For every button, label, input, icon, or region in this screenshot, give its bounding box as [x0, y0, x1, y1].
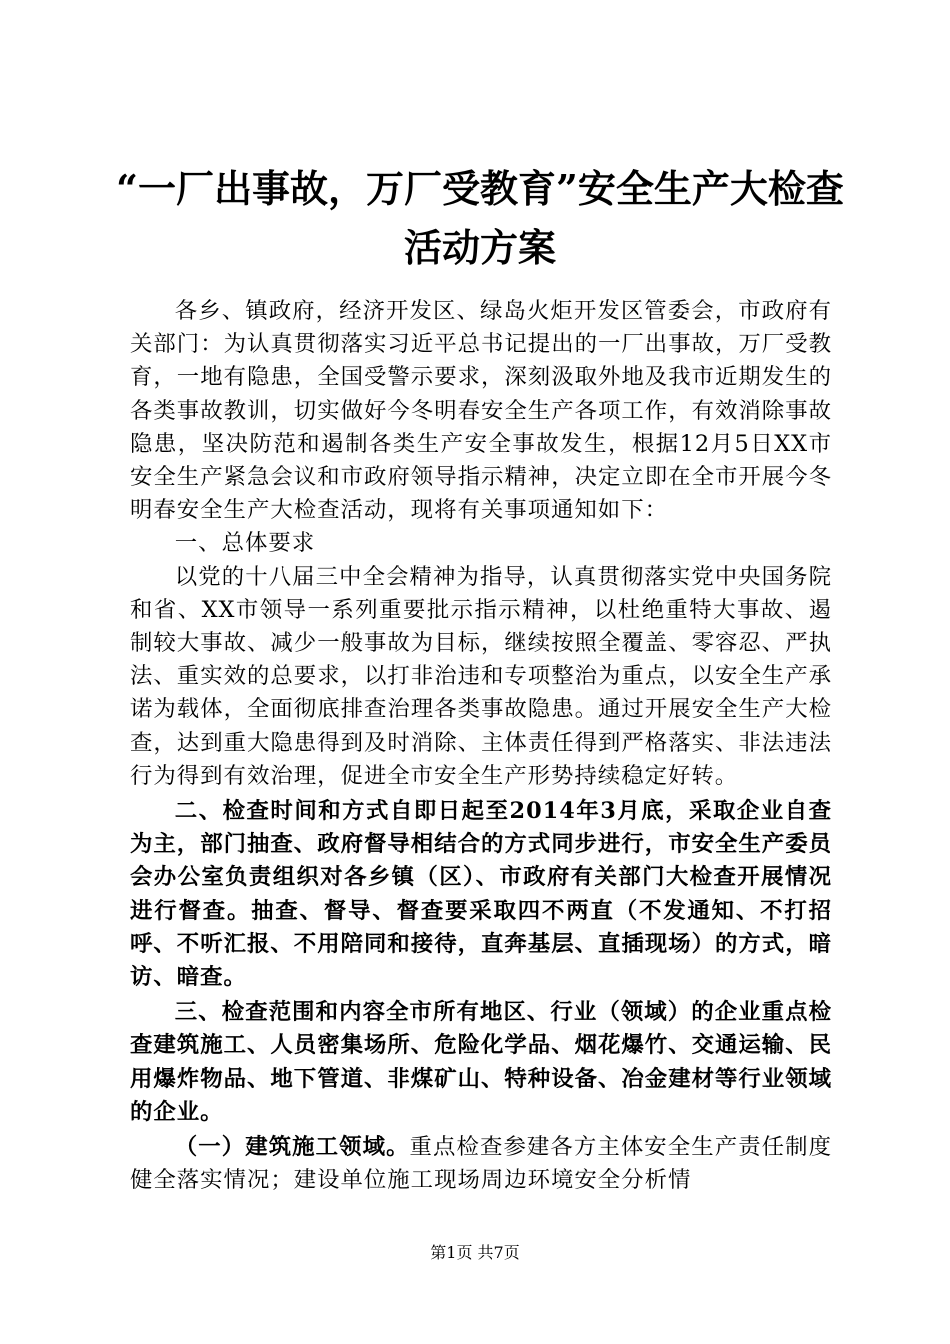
document-body: [130, 295, 832, 1197]
document-title-line-2: 活动方案: [403, 225, 556, 270]
page-number-footer: 第1页 共7页: [430, 1243, 520, 1262]
subsection-1-text: 重点检查参建各方主体安全生产责任制度健全落实情况；建设单位施工现场周边环境安全分析情: [130, 1134, 833, 1194]
subsection-1-heading: （一）建筑施工领域。: [174, 1134, 410, 1161]
section-1-heading: 一、总体要求: [174, 530, 316, 557]
section-1-paragraph: 以党的十八届三中全会精神为指导，认真贯彻落实党中央国务院和省、XX市领导一系列重要批示指示精神，以杜绝重特大事故、遏制较大事故、减少一般事故为目标，继续按照全覆盖、零容忍、严执法、重实效的总要求，以打非治违和专项整治为重点，以安全生产承诺为载体，全面彻底排查治理各类事故隐患。通过开展安全生产大检查，达到重大隐患得到及时消除、主体责任得到严格落实、非法违法行为得到有效治理，促进全市安全生产形势持续稳定好转。: [130, 563, 832, 789]
subsection-1-paragraph: [130, 1131, 832, 1197]
intro-paragraph: 各乡、镇政府，经济开发区、绿岛火炬开发区管委会，市政府有关部门：为认真贯彻落实习近平总书记提出的一厂出事故，万厂受教育，一地有隐患，全国受警示要求，深刻汲取外地及我市近期发生的各类事故教训，切实做好今冬明春安全生产各项工作，有效消除事故隐患，坚决防范和遏制各类生产安全事故发生，根据12月5日XX市安全生产紧急会议和市政府领导指示精神，决定立即在全市开展今冬明春安全生产大检查活动，现将有关事项通知如下：: [130, 298, 832, 524]
document-title-line-1: “一厂出事故，万厂受教育”安全生产大检查: [116, 166, 844, 211]
section-3-paragraph: 三、检查范围和内容全市所有地区、行业（领域）的企业重点检查建筑施工、人员密集场所、危险化学品、烟花爆竹、交通运输、民用爆炸物品、地下管道、非煤矿山、特种设备、冶金建材等行业领域的企业。: [130, 999, 832, 1125]
section-2-paragraph: 二、检查时间和方式自即日起至2014年3月底，采取企业自查为主，部门抽查、政府督导相结合的方式同步进行，市安全生产委员会办公室负责组织对各乡镇（区）、市政府有关部门大检查开展情况进行督查。抽查、督导、督查要采取四不两直（不发通知、不打招呼、不听汇报、不用陪同和接待，直奔基层、直插现场）的方式，暗访、暗查。: [130, 798, 832, 991]
